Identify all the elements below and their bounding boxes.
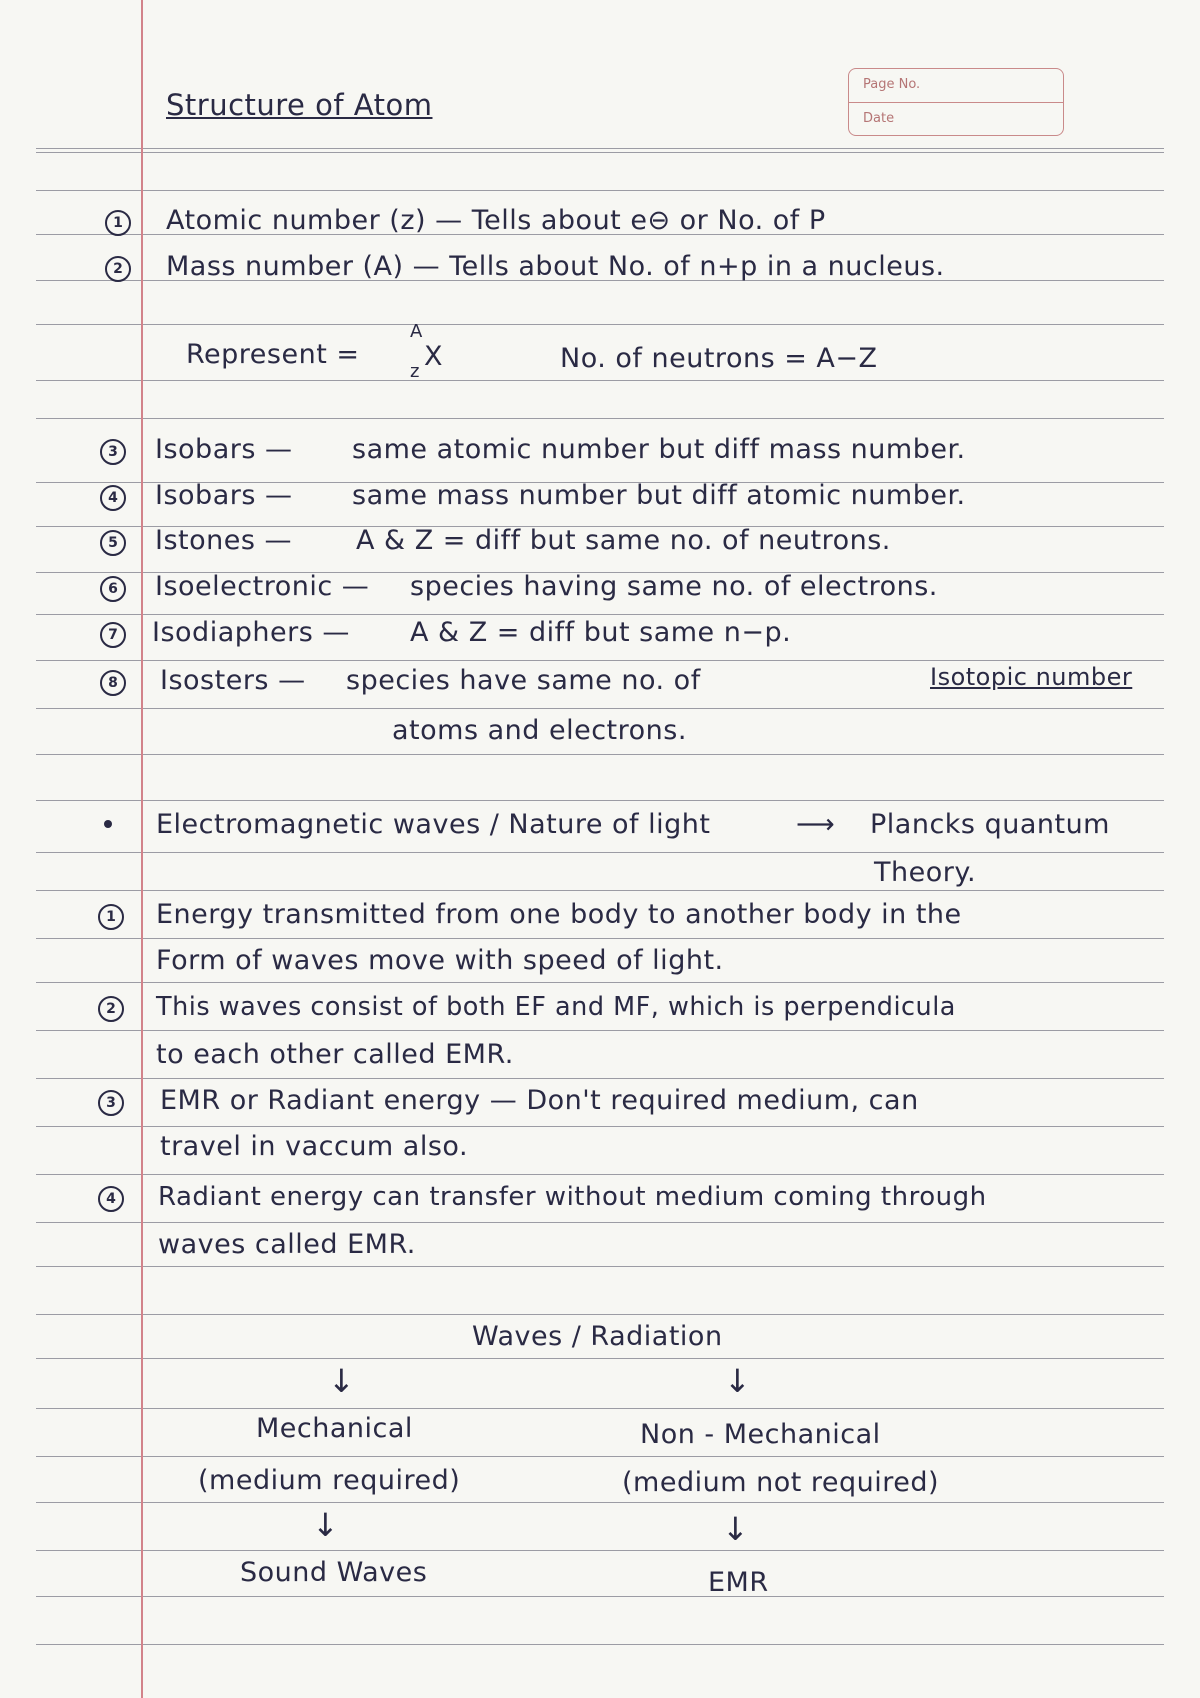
neutrons-formula: No. of neutrons = A−Z <box>560 343 878 374</box>
rule-line <box>36 800 1164 801</box>
item-number: 4 <box>98 1186 124 1212</box>
isotopic-number-label: Isotopic number <box>930 663 1133 691</box>
rule-line <box>36 982 1164 983</box>
represent-label: Represent = <box>186 339 360 370</box>
item-number: 8 <box>100 670 126 696</box>
item-number: 7 <box>100 622 126 648</box>
theory-line-2: Theory. <box>874 857 977 888</box>
point-line: travel in vaccum also. <box>160 1131 469 1162</box>
rule-line <box>36 380 1164 381</box>
non-mechanical-label: Non - Mechanical <box>640 1419 881 1450</box>
rule-line <box>36 708 1164 709</box>
bullet <box>104 820 112 828</box>
item-number: 3 <box>100 439 126 465</box>
term: Isobars — <box>155 434 293 465</box>
definition: A & Z = diff but same no. of neutrons. <box>356 525 891 556</box>
down-arrow-icon: ↓ <box>312 1506 339 1544</box>
element-symbol: X <box>424 341 443 372</box>
point-line: Radiant energy can transfer without medium coming through <box>158 1182 987 1212</box>
rule-line <box>36 1408 1164 1409</box>
rule-line <box>36 1222 1164 1223</box>
term: Isosters — <box>160 665 306 696</box>
page-title: Structure of Atom <box>166 88 433 122</box>
mechanical-note: (medium required) <box>198 1465 461 1496</box>
rule-line <box>36 324 1164 325</box>
header-rule <box>36 148 1164 153</box>
definition-continued: atoms and electrons. <box>392 715 687 746</box>
margin-line <box>141 0 143 1698</box>
nuclide-notation <box>408 322 448 384</box>
non-mechanical-note: (medium not required) <box>622 1467 940 1498</box>
rule-line <box>36 852 1164 853</box>
term: Istones — <box>155 525 293 556</box>
rule-line <box>36 1596 1164 1597</box>
item-number: 6 <box>100 576 126 602</box>
rule-line <box>36 754 1164 755</box>
rule-line <box>36 418 1164 419</box>
rule-line <box>36 1358 1164 1359</box>
atomic-subscript: z <box>410 361 420 382</box>
page-box-divider <box>849 102 1063 103</box>
rule-line <box>36 1314 1164 1315</box>
rule-line <box>36 190 1164 191</box>
sound-waves-label: Sound Waves <box>240 1557 428 1588</box>
section-heading: Electromagnetic waves / Nature of light <box>156 809 711 840</box>
item-number: 5 <box>100 530 126 556</box>
rule-line <box>36 1266 1164 1267</box>
item-number: 3 <box>98 1090 124 1116</box>
mass-number-line: Mass number (A) — Tells about No. of n+p in a nucleus. <box>166 251 945 282</box>
right-arrow: ⟶ <box>796 809 836 840</box>
rule-line <box>36 1078 1164 1079</box>
page-no-label: Page No. <box>863 77 921 92</box>
rule-line <box>36 614 1164 615</box>
definition: A & Z = diff but same n−p. <box>410 617 792 648</box>
item-number: 2 <box>105 256 131 282</box>
rule-line <box>36 1644 1164 1645</box>
term: Isobars — <box>155 480 293 511</box>
mechanical-label: Mechanical <box>256 1413 413 1444</box>
item-number: 1 <box>98 904 124 930</box>
definition: species have same no. of <box>346 665 701 696</box>
definition: same mass number but diff atomic number. <box>352 480 966 511</box>
term: Isodiaphers — <box>152 617 350 648</box>
point-line: Energy transmitted from one body to another body in the <box>156 899 962 930</box>
mass-superscript: A <box>410 321 423 342</box>
rule-line <box>36 938 1164 939</box>
rule-line <box>36 1030 1164 1031</box>
diagram-root: Waves / Radiation <box>472 1321 723 1352</box>
page-number-box <box>848 68 1064 136</box>
definition: species having same no. of electrons. <box>410 571 938 602</box>
point-line: to each other called EMR. <box>156 1039 514 1070</box>
theory-line-1: Plancks quantum <box>870 809 1110 840</box>
item-number: 2 <box>98 996 124 1022</box>
rule-line <box>36 1126 1164 1127</box>
down-arrow-icon: ↓ <box>722 1510 749 1548</box>
atomic-number-line: Atomic number (z) — Tells about e⊖ or No. of P <box>166 205 826 236</box>
rule-line <box>36 1174 1164 1175</box>
item-number: 4 <box>100 485 126 511</box>
down-arrow-icon: ↓ <box>724 1362 751 1400</box>
rule-line <box>36 1456 1164 1457</box>
term: Isoelectronic — <box>155 571 370 602</box>
date-label: Date <box>863 111 895 126</box>
point-line: Form of waves move with speed of light. <box>156 945 724 976</box>
down-arrow-icon: ↓ <box>328 1362 355 1400</box>
rule-line <box>36 1502 1164 1503</box>
point-line: waves called EMR. <box>158 1229 416 1260</box>
point-line: EMR or Radiant energy — Don't required medium, can <box>160 1085 919 1116</box>
rule-line <box>36 1550 1164 1551</box>
definition: same atomic number but diff mass number. <box>352 434 966 465</box>
rule-line <box>36 890 1164 891</box>
emr-label: EMR <box>708 1567 769 1598</box>
item-number: 1 <box>105 210 131 236</box>
point-line: This waves consist of both EF and MF, which is perpendicula <box>156 992 956 1022</box>
